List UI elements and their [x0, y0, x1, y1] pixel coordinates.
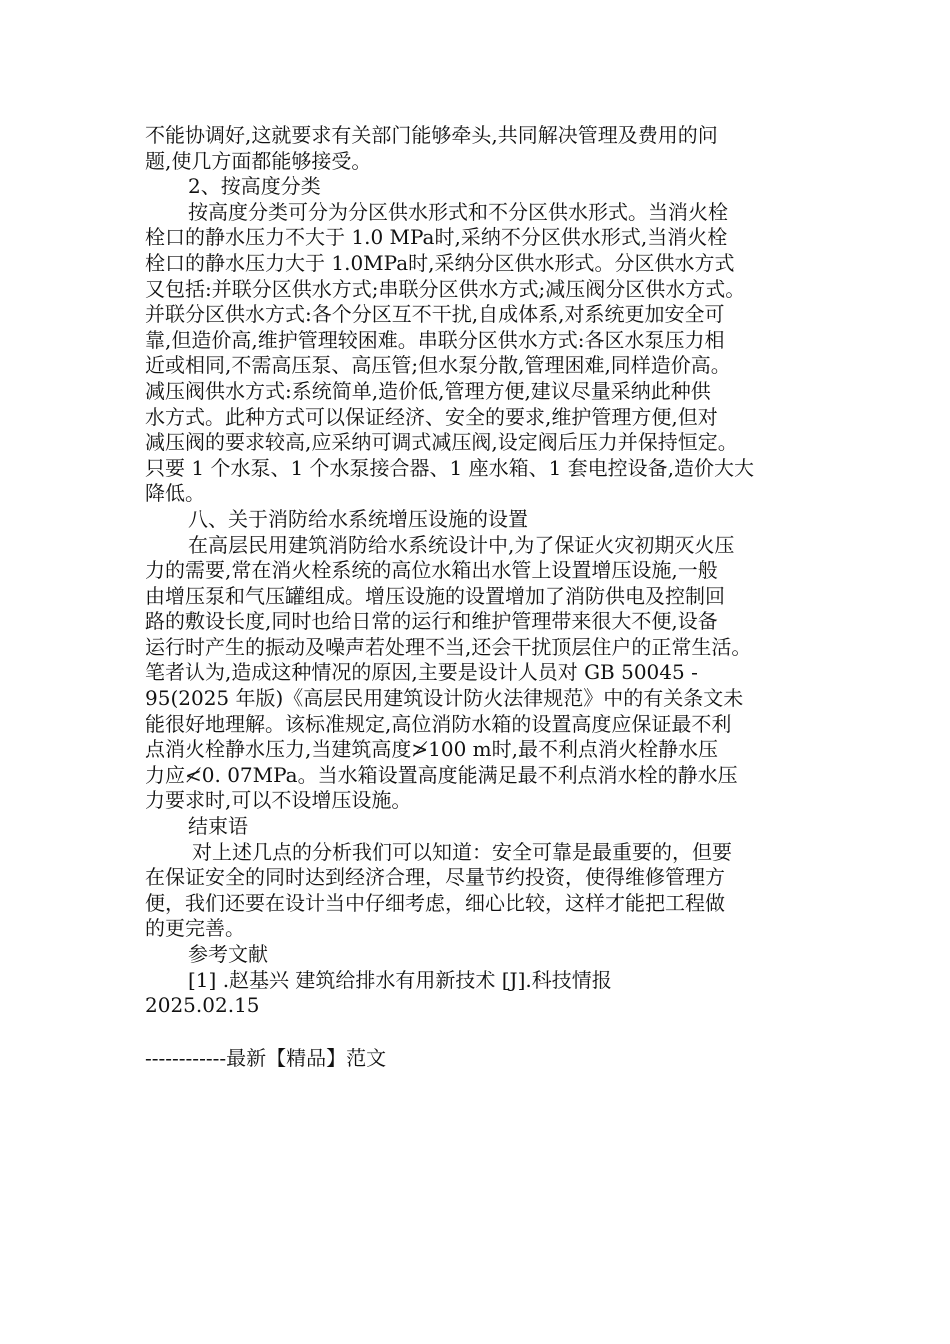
text-line: 的更完善。	[145, 916, 245, 941]
text-line: 点消火栓静水压力,当建筑高度≯100 m时,最不利点消火栓静水压	[145, 737, 718, 762]
text-line: 路的敷设长度,同时也给日常的运行和维护管理带来很大不便,设备	[145, 609, 718, 634]
footer-label: ------------最新【精品】范文	[145, 1046, 387, 1070]
text-line: 力的需要,常在消火栓系统的高位水箱出水管上设置增压设施,一般	[145, 558, 718, 583]
text-line: 并联分区供水方式:各个分区互不干扰,自成体系,对系统更加安全可	[145, 302, 725, 327]
document-body	[145, 123, 810, 1019]
section-heading: 2、按高度分类	[188, 174, 321, 199]
section-heading: 结束语	[188, 814, 248, 839]
text-line: 运行时产生的振动及噪声若处理不当,还会干扰顶层住户的正常生活。	[145, 634, 752, 659]
text-line: 降低。	[145, 481, 205, 506]
text-line: 在保证安全的同时达到经济合理，尽量节约投资，使得维修管理方	[145, 865, 725, 890]
section-heading: 八、关于消防给水系统增压设施的设置	[188, 506, 528, 531]
text-line: 能很好地理解。该标准规定,高位消防水箱的设置高度应保证最不利	[145, 711, 732, 736]
section-heading: 参考文献	[188, 942, 268, 966]
text-line: 栓口的静水压力大于 1.0MPa时,采纳分区供水形式。分区供水方式	[145, 250, 735, 275]
text-line: 只要 1 个水泵、1 个水泵接合器、1 座水箱、1 套电控设备,造价大大	[145, 455, 755, 480]
text-line: 近或相同,不需高压泵、高压管;但水泵分散,管理困难,同样造价高。	[145, 353, 731, 378]
text-line: 力要求时,可以不设增压设施。	[145, 788, 412, 813]
text-line: 水方式。此种方式可以保证经济、安全的要求,维护管理方便,但对	[145, 404, 718, 429]
text-line: 按高度分类可分为分区供水形式和不分区供水形式。当消火栓	[188, 199, 728, 224]
reference-date: 2025.02.15	[145, 993, 260, 1018]
text-line: 不能协调好,这就要求有关部门能够牵头,共同解决管理及费用的问	[145, 123, 718, 147]
text-line: 力应≮0. 07MPa。当水箱设置高度能满足最不利点消水栓的静水压	[145, 762, 738, 787]
text-line: 靠,但造价高,维护管理较困难。串联分区供水方式:各区水泵压力相	[145, 327, 725, 352]
text-line: 栓口的静水压力不大于 1.0 MPa时,采纳不分区供水形式,当消火栓	[145, 225, 728, 250]
text-line: 题,使几方面都能够接受。	[145, 148, 372, 173]
text-line: 便，我们还要在设计当中仔细考虑，细心比较，这样才能把工程做	[145, 890, 725, 915]
text-line: 对上述几点的分析我们可以知道：安全可靠是最重要的，但要	[192, 839, 732, 864]
text-line: 减压阀的要求较高,应采纳可调式减压阀,设定阀后压力并保持恒定。	[145, 430, 738, 455]
text-line: 又包括:并联分区供水方式;串联分区供水方式;减压阀分区供水方式。	[145, 276, 746, 301]
text-line: 95(2025 年版)《高层民用建筑设计防火法律规范》中的有关条文未	[145, 686, 744, 711]
reference-item: [1] .赵基兴 建筑给排水有用新技术 [J].科技情报	[188, 967, 612, 992]
text-line: 由增压泵和气压罐组成。增压设施的设置增加了消防供电及控制回	[145, 583, 725, 608]
text-line: 在高层民用建筑消防给水系统设计中,为了保证火灾初期灭火压	[188, 532, 735, 557]
text-line: 减压阀供水方式:系统简单,造价低,管理方便,建议尽量采纳此种供	[145, 378, 711, 403]
text-line: 笔者认为,造成这种情况的原因,主要是设计人员对 GB 50045 -	[145, 660, 698, 685]
